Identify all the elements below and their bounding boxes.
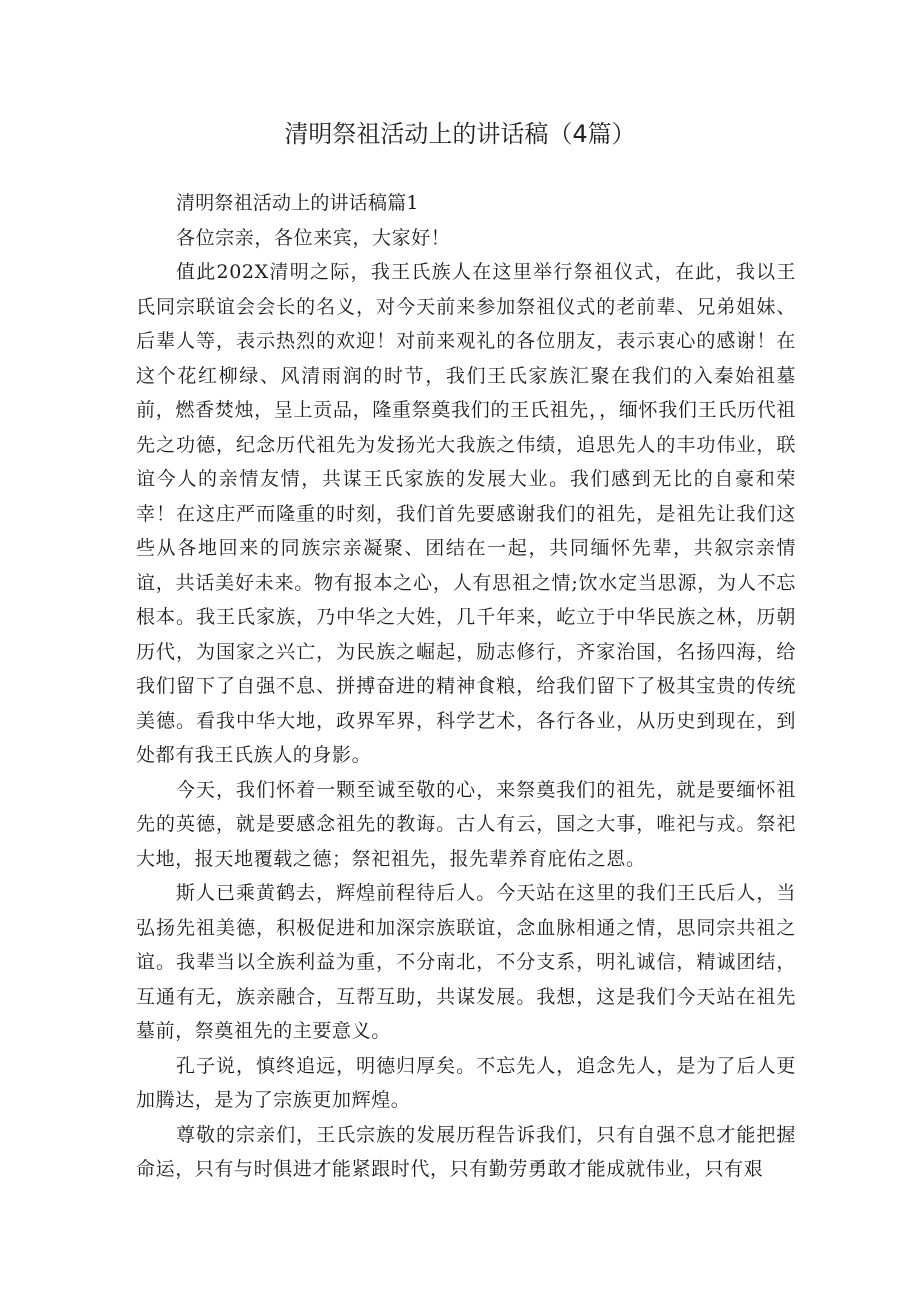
section-subtitle: 清明祭祖活动上的讲话稿篇1: [176, 192, 419, 214]
paragraph-unity: 斯人已乘黄鹤去，辉煌前程待后人。今天站在这里的我们王氏后人，当弘扬先祖美德，积极促进和加深宗族联谊，念血脉相通之情，思同宗共祖之谊。我辈当以全族利益为重，不分南北，不分支系，明礼诚信，精诚团结，互通有无，族亲融合，互帮互助，共谋发展。我想，这是我们今天站在祖先墓前，祭奠祖先的主要意义。: [136, 882, 796, 1042]
paragraph-development: 尊敬的宗亲们，王氏宗族的发展历程告诉我们，只有自强不息才能把握命运，只有与时俱进才能紧跟时代，只有勤劳勇敢才能成就伟业，只有艰: [136, 1123, 796, 1180]
paragraph-purpose: 今天，我们怀着一颗至诚至敬的心，来祭奠我们的祖先，就是要缅怀祖先的英德，就是要感念祖先的教诲。古人有云，国之大事，唯祀与戎。祭祀大地，报天地覆载之德；祭祀祖先，报先辈养育庇佑之恩。: [136, 778, 796, 870]
document-body: [136, 186, 796, 1187]
document-title: 清明祭祖活动上的讲话稿（4篇）: [284, 120, 636, 148]
paragraph-confucius: 孔子说，慎终追远，明德归厚矣。不忘先人，追念先人，是为了后人更加腾达，是为了宗族更加辉煌。: [136, 1054, 796, 1111]
paragraph-opening: 值此202X清明之际，我王氏族人在这里举行祭祖仪式，在此，我以王氏同宗联谊会会长的名义，对今天前来参加祭祖仪式的老前辈、兄弟姐妹、后辈人等，表示热烈的欢迎！对前来观礼的各位朋友，表示衷心的感谢！在这个花红柳绿、风清雨润的时节，我们王氏家族汇聚在我们的入秦始祖墓前，燃香焚烛，呈上贡品，隆重祭奠我们的王氏祖先，，缅怀我们王氏历代祖先之功德，纪念历代祖先为发扬光大我族之伟绩，追思先人的丰功伟业，联谊今人的亲情友情，共谋王氏家族的发展大业。我们感到无比的自豪和荣幸！在这庄严而隆重的时刻，我们首先要感谢我们的祖先，是祖先让我们这些从各地回来的同族宗亲凝聚、团结在一起，共同缅怀先辈，共叙宗亲情谊，共话美好未来。物有报本之心，人有思祖之情;饮水定当思源，为人不忘根本。我王氏家族，乃中华之大姓，几千年来，屹立于中华民族之林，历朝历代，为国家之兴亡，为民族之崛起，励志修行，齐家治国，名扬四海，给我们留下了自强不息、拼搏奋进的精神食粮，给我们留下了极其宝贵的传统美德。看我中华大地，政界军界，科学艺术，各行各业，从历史到现在，到处都有我王氏族人的身影。: [136, 261, 796, 766]
paragraph-greeting: 各位宗亲，各位来宾，大家好！: [176, 226, 451, 249]
